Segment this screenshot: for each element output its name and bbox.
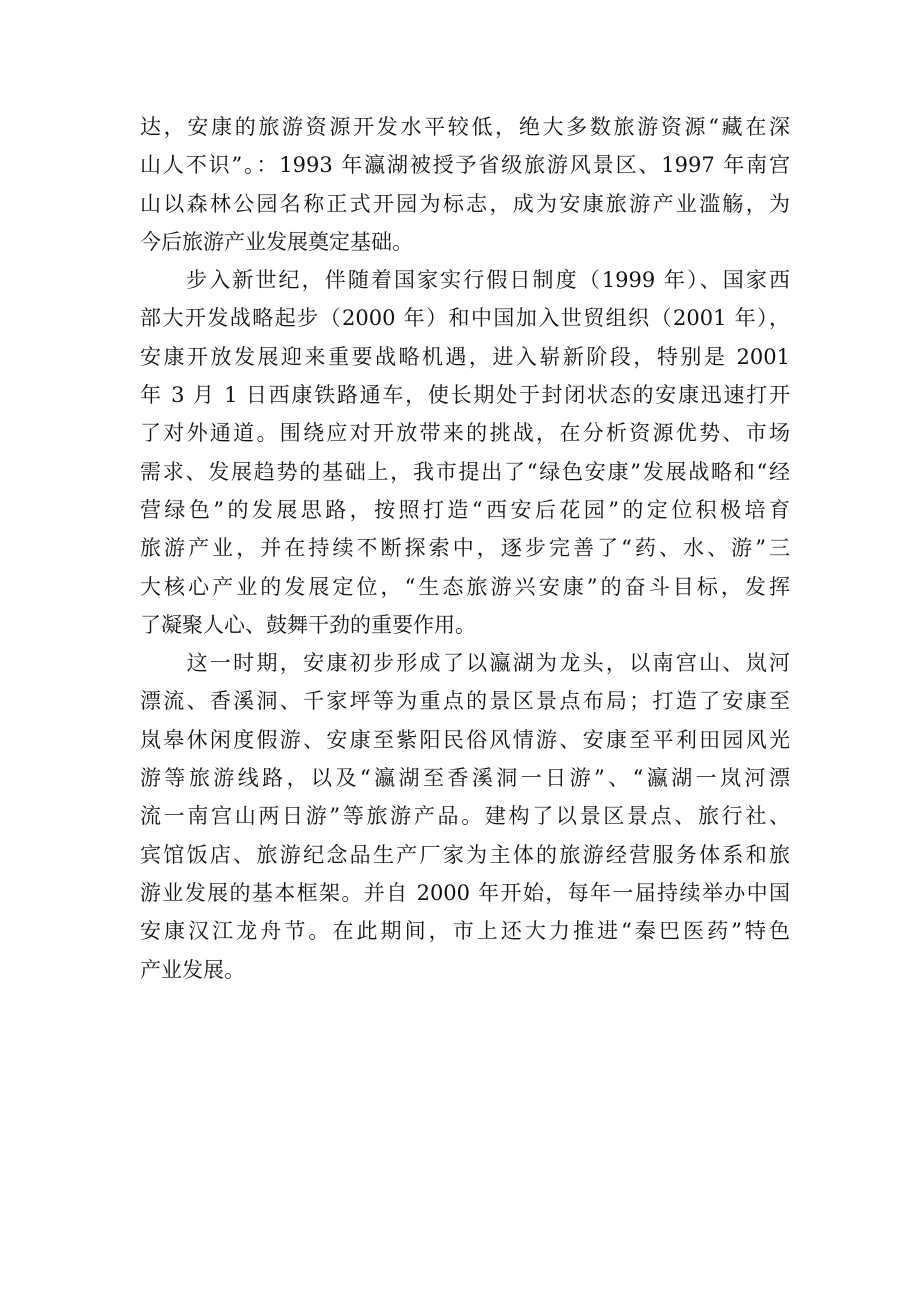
text-line: 步入新世纪，伴随着国家实行假日制度（1999 年）、国家西 [140,268,790,293]
text-line: 岚皋休闲度假游、安康至紫阳民俗风情游、安康至平利田园风光 [140,727,790,752]
paragraph [140,108,790,261]
text-line: 宾馆饭店、旅游纪念品生产厂家为主体的旅游经营服务体系和旅 [140,842,790,867]
text-line: 山人不识”。：1993 年瀛湖被授予省级旅游风景区、1997 年南宫 [140,153,790,178]
text-line: 营绿色”的发展思路，按照打造“西安后花园”的定位积极培育 [140,497,790,522]
text-line: 这一时期，安康初步形成了以瀛湖为龙头，以南宫山、岚河 [140,651,790,676]
text-line: 流一南宫山两日游”等旅游产品。建构了以景区景点、旅行社、 [140,804,790,829]
text-line: 年 3 月 1 日西康铁路通车，使长期处于封闭状态的安康迅速打开 [140,383,790,408]
text-line: 漂流、香溪洞、千家坪等为重点的景区景点布局；打造了安康至 [140,689,790,714]
text-line: 了凝聚人心、鼓舞干劲的重要作用。 [140,612,476,637]
text-line: 安康汉江龙舟节。在此期间，市上还大力推进“秦巴医药”特色 [140,919,790,944]
text-line: 安康开放发展迎来重要战略机遇，进入崭新阶段，特别是 2001 [140,344,790,369]
document-body [140,108,790,989]
text-line: 达，安康的旅游资源开发水平较低，绝大多数旅游资源“藏在深 [140,115,790,139]
text-line: 游业发展的基本框架。并自 2000 年开始，每年一届持续举办中国 [140,880,790,905]
text-line: 游等旅游线路，以及“瀛湖至香溪洞一日游”、“瀛湖一岚河漂 [140,766,790,791]
paragraph [140,644,790,989]
text-line: 山以森林公园名称正式开园为标志，成为安康旅游产业滥觞，为 [140,191,790,216]
paragraph [140,261,790,644]
text-line: 需求、发展趋势的基础上，我市提出了“绿色安康”发展战略和“经 [140,459,790,484]
text-line: 大核心产业的发展定位，“生态旅游兴安康”的奋斗目标，发挥 [140,574,790,599]
text-line: 旅游产业，并在持续不断探索中，逐步完善了“药、水、游”三 [140,536,790,561]
text-line: 了对外通道。围绕应对开放带来的挑战，在分析资源优势、市场 [140,421,790,446]
text-line: 部大开发战略起步（2000 年）和中国加入世贸组织（2001 年）， [140,306,790,331]
text-line: 产业发展。 [140,957,245,982]
text-line: 今后旅游产业发展奠定基础。 [140,229,413,254]
